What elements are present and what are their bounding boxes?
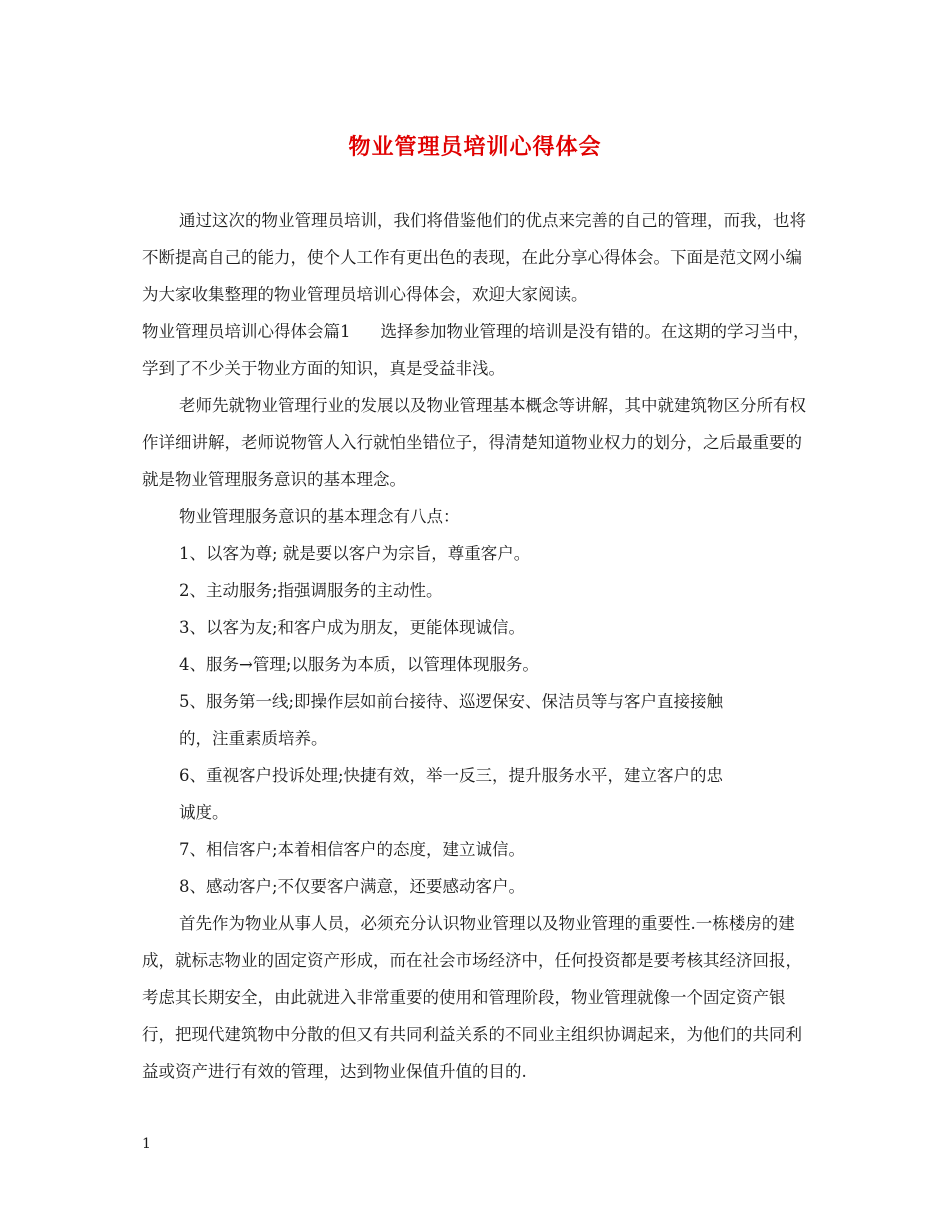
list-item: 5、服务第一线;即操作层如前台接待、巡逻保安、保洁员等与客户直接接触的，注重素质培养。: [179, 692, 724, 748]
intro-paragraph: 通过这次的物业管理员培训，我们将借鉴他们的优点来完善的自己的管理，而我，也将不断提高自己的能力，使个人工作有更出色的表现，在此分享心得体会。下面是范文网小编为大家收集整理的物业管理员培训心得体会，欢迎大家阅读。: [142, 211, 806, 304]
list-item: 2、主动服务;指强调服务的主动性。: [179, 581, 443, 600]
list-item: 7、相信客户;本着相信客户的态度，建立诚信。: [179, 840, 526, 859]
list-item: 3、以客为友;和客户成为朋友，更能体现诚信。: [179, 618, 526, 637]
list-item: 8、感动客户;不仅要客户满意，还要感动客户。: [179, 877, 526, 896]
list-item: 4、服务→管理;以服务为本质，以管理体现服务。: [179, 655, 539, 674]
document-body: [142, 202, 812, 1090]
section-label: 物业管理员培训心得体会篇1: [142, 322, 351, 341]
list-item: 6、重视客户投诉处理;快捷有效，举一反三，提升服务水平，建立客户的忠诚度。: [179, 766, 724, 822]
list-item: 1、以客为尊; 就是要以客户为宗旨，尊重客户。: [179, 544, 531, 563]
teacher-paragraph: 老师先就物业管理行业的发展以及物业管理基本概念等讲解，其中就建筑物区分所有权作详细讲解，老师说物管人入行就怕坐错位子，得清楚知道物业权力的划分，之后最重要的就是物业管理服务意识的基本理念。: [142, 396, 806, 489]
page-number: 1: [142, 1136, 151, 1152]
closing-paragraph: 首先作为物业从事人员，必须充分认识物业管理以及物业管理的重要性.一栋楼房的建成，就标志物业的固定资产形成，而在社会市场经济中，任何投资都是要考核其经济回报，考虑其长期安全，由此就进入非常重要的使用和管理阶段，物业管理就像一个固定资产银行，把现代建筑物中分散的但又有共同利益关系的不同业主组织协调起来，为他们的共同利益或资产进行有效的管理，达到物业保值升值的目的.: [142, 914, 802, 1081]
section-text: 选择参加物业管理的培训是没有错的。在这期的学习当中，学到了不少关于物业方面的知识，真是受益非浅。: [142, 322, 810, 378]
concepts-heading: 物业管理服务意识的基本理念有八点：: [179, 507, 460, 526]
section-paragraph: [142, 313, 812, 387]
document-title: 物业管理员培训心得体会: [348, 134, 602, 160]
